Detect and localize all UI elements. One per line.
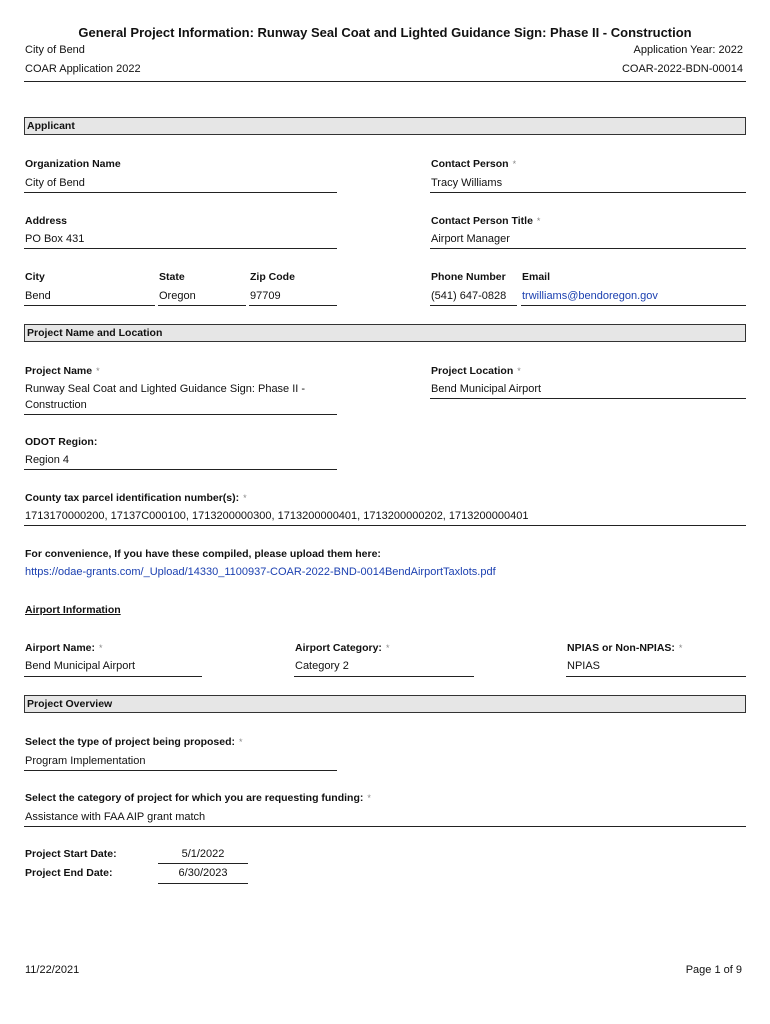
- airport-category-value: Category 2: [295, 660, 349, 672]
- project-type-value: Program Implementation: [25, 755, 146, 767]
- start-date-label: Project Start Date:: [25, 848, 117, 860]
- footer-page-number: Page 1 of 9: [685, 964, 742, 976]
- header-app-id: COAR-2022-BDN-00014: [621, 63, 743, 75]
- header-city: City of Bend: [25, 44, 85, 56]
- airport-name-label: Airport Name: *: [25, 642, 103, 654]
- npias-label: NPIAS or Non-NPIAS: *: [567, 642, 683, 654]
- footer-date: 11/22/2021: [25, 964, 80, 976]
- odot-region-value: Region 4: [25, 454, 70, 466]
- city-underline: [24, 305, 155, 306]
- header-app-year: Application Year: 2022: [633, 44, 743, 56]
- state-underline: [158, 305, 246, 306]
- funding-category-value: Assistance with FAA AIP grant match: [25, 811, 206, 823]
- phone-value: (541) 647-0828: [431, 290, 507, 302]
- state-value: Oregon: [159, 290, 196, 302]
- contact-title-underline: [430, 248, 746, 249]
- project-type-label: Select the type of project being proposed: *: [25, 736, 243, 748]
- contact-title-value: Airport Manager: [431, 233, 510, 245]
- end-date-label: Project End Date:: [25, 867, 113, 879]
- phone-underline: [430, 305, 517, 306]
- state-label: State: [159, 271, 185, 283]
- zip-label: Zip Code: [250, 271, 295, 283]
- address-label: Address: [25, 215, 68, 227]
- airport-category-label: Airport Category: *: [295, 642, 390, 654]
- city-label: City: [25, 271, 45, 283]
- required-marker: *: [678, 643, 683, 653]
- project-name-value-line1: Runway Seal Coat and Lighted Guidance Sign: Phase II -: [25, 383, 306, 395]
- funding-category-underline: [24, 826, 746, 827]
- funding-category-label: Select the category of project for which you are requesting funding: *: [25, 792, 371, 804]
- airport-info-heading: Airport Information: [25, 604, 121, 616]
- required-marker: *: [99, 643, 103, 653]
- contact-person-value: Tracy Williams: [431, 177, 503, 189]
- project-name-underline: [24, 414, 337, 415]
- odot-region-underline: [24, 469, 337, 470]
- npias-value: NPIAS: [567, 660, 601, 672]
- required-marker: *: [96, 366, 100, 376]
- project-type-underline: [24, 770, 337, 771]
- zip-underline: [249, 305, 337, 306]
- org-name-label: Organization Name: [25, 158, 121, 170]
- required-marker: *: [239, 737, 243, 747]
- page-title: General Project Information: Runway Seal Coat and Lighted Guidance Sign: Phase II - Construction: [78, 25, 692, 40]
- contact-title-label: Contact Person Title *: [431, 215, 541, 227]
- airport-category-underline: [294, 676, 474, 677]
- start-date-underline: [158, 863, 248, 864]
- org-name-value: City of Bend: [25, 177, 85, 189]
- email-label: Email: [522, 271, 551, 283]
- org-name-underline: [24, 192, 337, 193]
- end-date-value: 6/30/2023: [178, 867, 228, 879]
- project-location-underline: [430, 398, 746, 399]
- email-underline: [521, 305, 746, 306]
- upload-label: For convenience, If you have these compiled, please upload them here:: [25, 548, 381, 560]
- start-date-value: 5/1/2022: [181, 848, 225, 860]
- parcel-value: 1713170000200, 17137C000100, 1713200000300, 1713200000401, 1713200000202, 1713200000401: [25, 510, 529, 522]
- header-program: COAR Application 2022: [25, 63, 141, 75]
- project-location-value: Bend Municipal Airport: [431, 383, 542, 395]
- project-name-value-line2: Construction: [25, 399, 87, 411]
- required-marker: *: [385, 643, 390, 653]
- airport-name-value: Bend Municipal Airport: [25, 660, 136, 672]
- required-marker: *: [243, 493, 247, 503]
- parcel-label: County tax parcel identification number(s): *: [25, 492, 247, 504]
- end-date-underline: [158, 883, 248, 884]
- address-value: PO Box 431: [25, 233, 85, 245]
- city-value: Bend: [25, 290, 51, 302]
- npias-underline: [566, 676, 746, 677]
- project-name-label: Project Name *: [25, 365, 100, 377]
- section-project-name-location: Project Name and Location: [24, 324, 746, 342]
- taxlots-upload-link[interactable]: https://odae-grants.com/_Upload/14330_1100937-COAR-2022-BND-0014BendAirportTaxlots.pdf: [25, 566, 496, 578]
- section-project-overview: Project Overview: [24, 695, 746, 713]
- header-divider: [24, 81, 746, 82]
- email-link[interactable]: trwilliams@bendoregon.gov: [522, 290, 658, 302]
- odot-region-label: ODOT Region:: [25, 436, 98, 448]
- zip-value: 97709: [250, 290, 281, 302]
- address-underline: [24, 248, 337, 249]
- required-marker: *: [536, 216, 541, 226]
- project-location-label: Project Location *: [431, 365, 521, 377]
- section-applicant: Applicant: [24, 117, 746, 135]
- phone-label: Phone Number: [431, 271, 506, 283]
- contact-person-label: Contact Person *: [431, 158, 517, 170]
- parcel-underline: [24, 525, 746, 526]
- contact-person-underline: [430, 192, 746, 193]
- required-marker: *: [512, 159, 517, 169]
- required-marker: *: [517, 366, 521, 376]
- required-marker: *: [367, 793, 371, 803]
- airport-name-underline: [24, 676, 202, 677]
